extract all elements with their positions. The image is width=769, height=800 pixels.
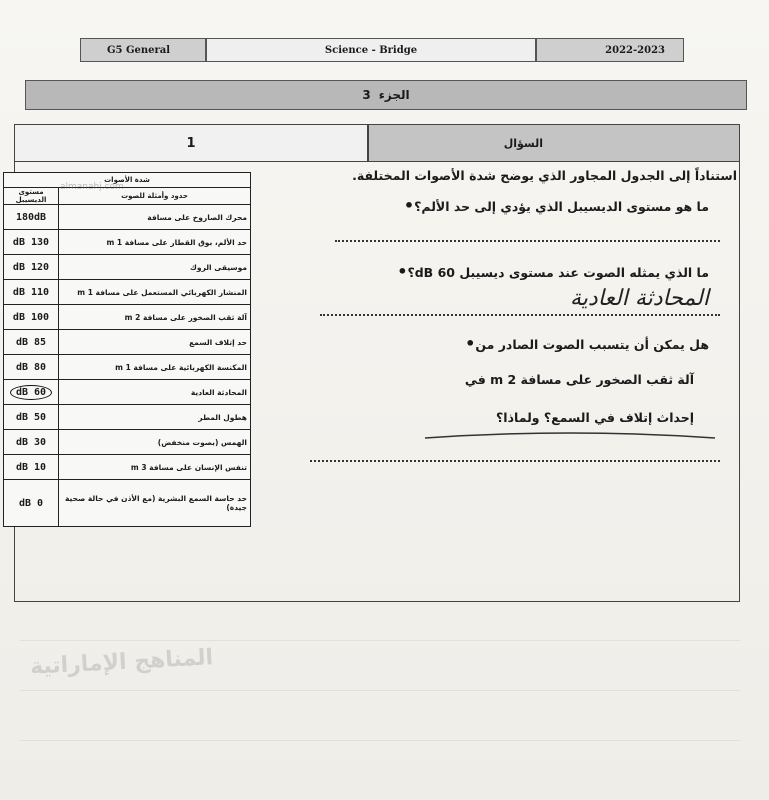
row-source: حد الألم، بوق القطار على مسافة 1 m: [59, 230, 251, 255]
table-row: [4, 330, 251, 355]
row-level: 180dB: [4, 205, 59, 230]
table-row: [4, 205, 251, 230]
row-source: موسيقى الروك: [59, 255, 251, 280]
row-source: هطول المطر: [59, 405, 251, 430]
sound-intensity-table: [3, 172, 251, 527]
table-title: شدة الأصوات: [4, 173, 251, 188]
row-source: آلة ثقب الصخور على مسافة 2 m: [59, 305, 251, 330]
answer-line-1: [335, 240, 720, 242]
question-number: 1: [14, 124, 368, 162]
row-source: المكنسة الكهربائية على مسافة 1 m: [59, 355, 251, 380]
part-bar: [25, 80, 747, 110]
row-level: 50 dB: [4, 405, 59, 430]
faint-line: [20, 740, 740, 741]
table-row: [4, 405, 251, 430]
question-2: ما الذي يمثله الصوت عند مستوى ديسيبل 60 dB؟ •: [389, 262, 709, 281]
header-year: 2022-2023: [536, 38, 684, 62]
table-col-level: مستوى الديسيبل: [4, 188, 59, 205]
table-row: [4, 430, 251, 455]
row-level: 100 dB: [4, 305, 59, 330]
table-row: [4, 280, 251, 305]
part-number: 3: [362, 88, 371, 102]
row-source: محرك الصاروخ على مسافة: [59, 205, 251, 230]
handwritten-answer-2: المحادثة العادية: [570, 286, 709, 311]
row-level: 10 dB: [4, 455, 59, 480]
table-row: [4, 455, 251, 480]
faint-line: [20, 640, 740, 641]
table-row: [4, 255, 251, 280]
row-source: حد إتلاف السمع: [59, 330, 251, 355]
site-watermark: almanahj.com: [60, 182, 124, 192]
table-row: [4, 355, 251, 380]
row-level-circled: [4, 380, 59, 405]
handwritten-underline: [420, 418, 720, 448]
answer-line-2: [320, 314, 720, 316]
row-level: 30 dB: [4, 430, 59, 455]
question-3-line-2: آلة ثقب الصخور على مسافة 2 m في: [464, 372, 694, 387]
table-row: [4, 230, 251, 255]
row-level: 130 dB: [4, 230, 59, 255]
row-level: 120 dB: [4, 255, 59, 280]
watermark: المناهج الإماراتية: [29, 645, 214, 680]
row-source: حد حاسة السمع البشرية (مع الأذن في حالة صحية جيدة): [59, 480, 251, 527]
faint-line: [20, 690, 740, 691]
question-intro: استناداً إلى الجدول المجاور الذي يوضح شدة الأصوات المختلفة.: [352, 168, 737, 183]
row-source: تنفس الإنسان على مسافة 3 m: [59, 455, 251, 480]
table-row: [4, 380, 251, 405]
question-3-line-1: هل يمكن أن يتسبب الصوت الصادر من •: [457, 334, 709, 353]
table-row: [4, 305, 251, 330]
row-level: 110 dB: [4, 280, 59, 305]
header-school: G5 General: [80, 38, 206, 62]
question-1: ما هو مستوى الديسيبل الذي يؤدي إلى حد الألم؟ •: [396, 196, 709, 215]
row-level: 0 dB: [4, 480, 59, 527]
header-subject: Science - Bridge: [206, 38, 536, 62]
question-3-line-3: إحداث إتلاف في السمع؟ ولماذا؟: [496, 410, 694, 425]
row-level: 80 dB: [4, 355, 59, 380]
row-level: 85 dB: [4, 330, 59, 355]
circled-answer-mark: 60 dB: [10, 385, 52, 400]
table-col-source: حدود وأمثلة للصوت: [59, 188, 251, 205]
answer-line-3: [310, 460, 720, 462]
row-source: المنشار الكهربائي المستعمل على مسافة 1 m: [59, 280, 251, 305]
row-source: المحادثة العادية: [59, 380, 251, 405]
question-label: السؤال: [368, 124, 740, 162]
part-label: الجزء: [378, 88, 410, 102]
table-row: [4, 480, 251, 527]
row-source: الهمس (بصوت منخفض): [59, 430, 251, 455]
